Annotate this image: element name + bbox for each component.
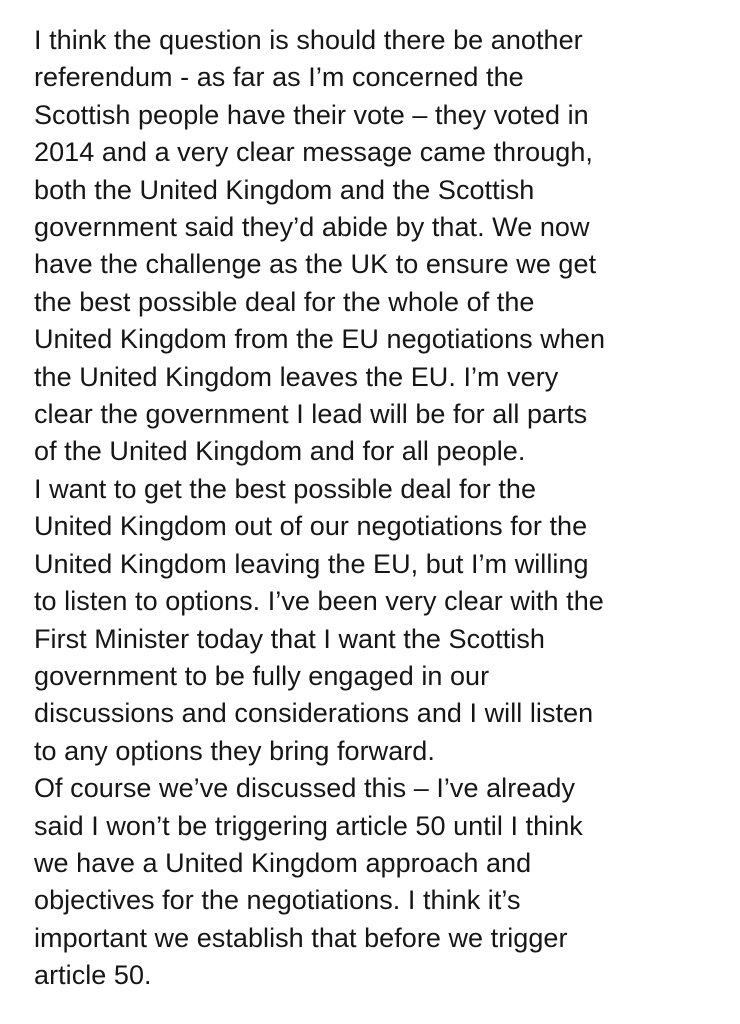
text-line: the United Kingdom leaves the EU. I’m very xyxy=(34,361,559,392)
text-line: 2014 and a very clear message came through, xyxy=(34,137,593,168)
text-line: government to be fully engaged in our xyxy=(34,660,490,691)
text-line: we have a United Kingdom approach and xyxy=(34,847,532,878)
text-line: article 50. xyxy=(34,960,152,991)
text-line: of the United Kingdom and for all people. xyxy=(34,436,526,467)
text-line: United Kingdom leaving the EU, but I’m willing xyxy=(34,548,589,579)
text-line: clear the government I lead will be for all parts xyxy=(34,399,588,430)
text-line: United Kingdom from the EU negotiations when xyxy=(34,324,606,355)
text-line: to listen to options. I’ve been very clear with the xyxy=(34,586,604,617)
text-line: to any options they bring forward. xyxy=(34,735,435,766)
text-line: Scottish people have their vote – they voted in xyxy=(34,99,589,130)
paragraph-referendum xyxy=(34,22,726,471)
text-line: referendum - as far as I’m concerned the xyxy=(34,62,524,93)
text-line: objectives for the negotiations. I think it’s xyxy=(34,885,521,916)
paragraph-article-50 xyxy=(34,770,726,994)
text-line: important we establish that before we trigger xyxy=(34,922,568,953)
text-line: said I won’t be triggering article 50 until I think xyxy=(34,810,583,841)
text-line: Of course we’ve discussed this – I’ve already xyxy=(34,773,575,804)
text-line: have the challenge as the UK to ensure we get xyxy=(34,249,597,280)
text-line: First Minister today that I want the Scottish xyxy=(34,623,545,654)
text-line: I think the question is should there be another xyxy=(34,25,583,55)
text-line: discussions and considerations and I will listen xyxy=(34,698,594,729)
text-line: United Kingdom out of our negotiations for the xyxy=(34,511,588,542)
text-line: government said they’d abide by that. We now xyxy=(34,212,590,243)
text-line: the best possible deal for the whole of the xyxy=(34,286,535,317)
text-line: I want to get the best possible deal for the xyxy=(34,473,537,504)
text-line: both the United Kingdom and the Scottish xyxy=(34,174,535,205)
paragraph-negotiations xyxy=(34,471,726,770)
